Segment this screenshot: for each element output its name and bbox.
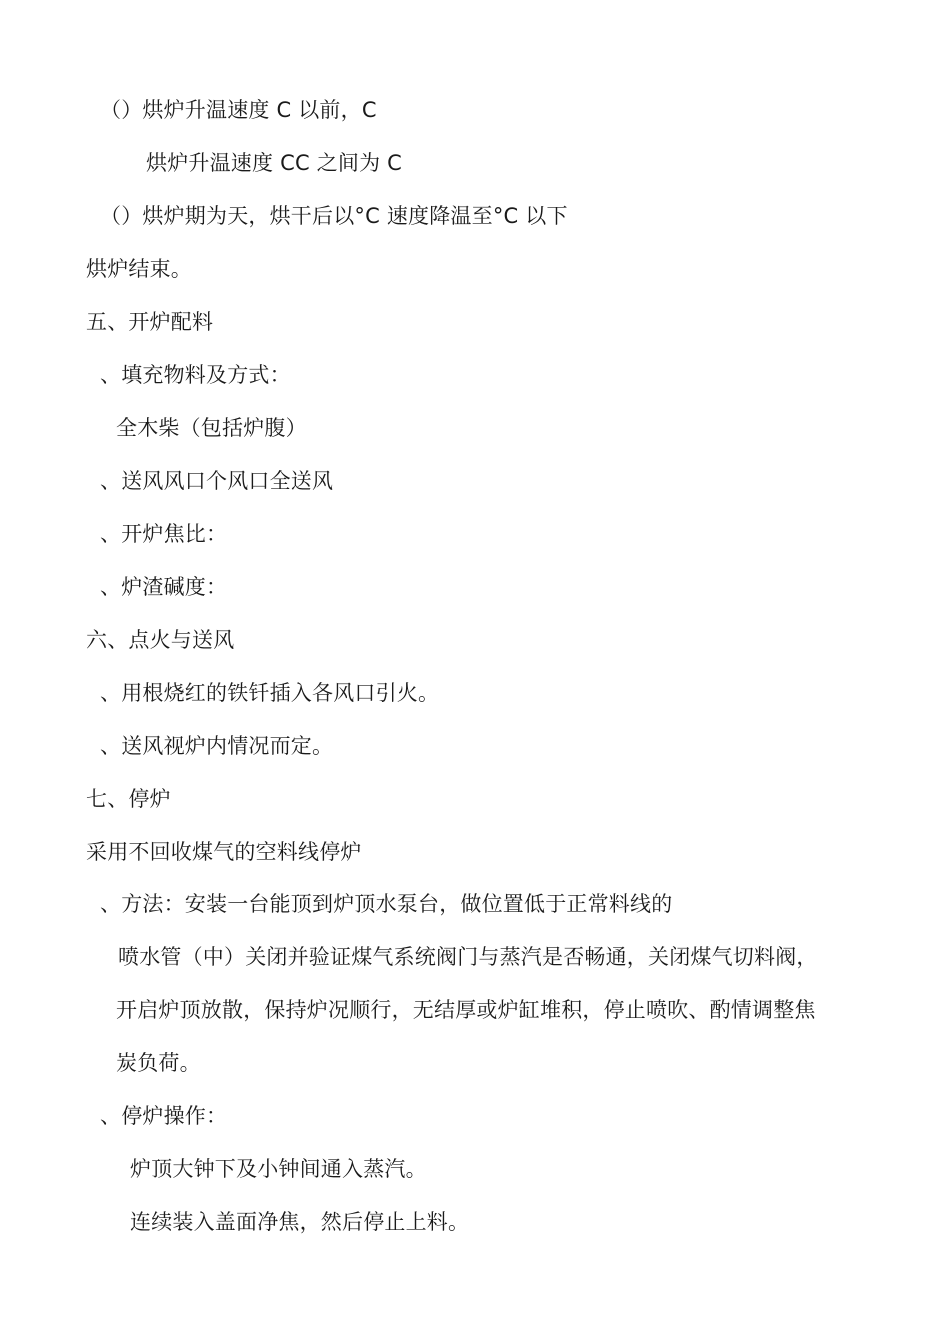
list-item-shutdown-operation: 、停炉操作： (100, 1104, 228, 1128)
list-item-air-supply: 、送风视炉内情况而定。 (100, 734, 334, 758)
text-line-oven-period: （）烘炉期为天，烘干后以°C 速度降温至°C 以下 (100, 204, 568, 228)
text-line-wood: 全木柴（包括炉腹） (116, 416, 307, 440)
section-heading-seven: 七、停炉 (86, 787, 171, 811)
text-line-coke-charge: 连续装入盖面净焦，然后停止上料。 (130, 1210, 470, 1234)
section-heading-five: 五、开炉配料 (86, 310, 214, 334)
text-line-shutdown-method: 采用不回收煤气的空料线停炉 (86, 840, 362, 864)
text-line-method-cont-2: 开启炉顶放散，保持炉况顺行，无结厚或炉缸堆积，停止喷吹、酌情调整焦 (116, 998, 816, 1022)
text-line-steam: 炉顶大钟下及小钟间通入蒸汽。 (130, 1157, 427, 1181)
list-item-method: 、方法：安装一台能顶到炉顶水泵台，做位置低于正常料线的 (100, 892, 673, 916)
text-line-oven-heating-rate: （）烘炉升温速度 C 以前，C (100, 98, 377, 122)
section-heading-six: 六、点火与送风 (86, 628, 235, 652)
list-item-ignite: 、用根烧红的铁钎插入各风口引火。 (100, 681, 440, 705)
list-item-slag-basicity: 、炉渣碱度： (100, 575, 228, 599)
text-line-method-cont-1: 喷水管（中）关闭并验证煤气系统阀门与蒸汽是否畅通，关闭煤气切料阀， (118, 945, 818, 969)
text-line-method-cont-3: 炭负荷。 (116, 1051, 201, 1075)
list-item-tuyere-air: 、送风风口个风口全送风 (100, 469, 334, 493)
text-line-oven-end: 烘炉结束。 (86, 257, 192, 281)
list-item-fill-material: 、填充物料及方式： (100, 363, 291, 387)
list-item-coke-ratio: 、开炉焦比： (100, 522, 228, 546)
text-line-oven-heating-rate-range: 烘炉升温速度 CC 之间为 C (146, 151, 403, 175)
